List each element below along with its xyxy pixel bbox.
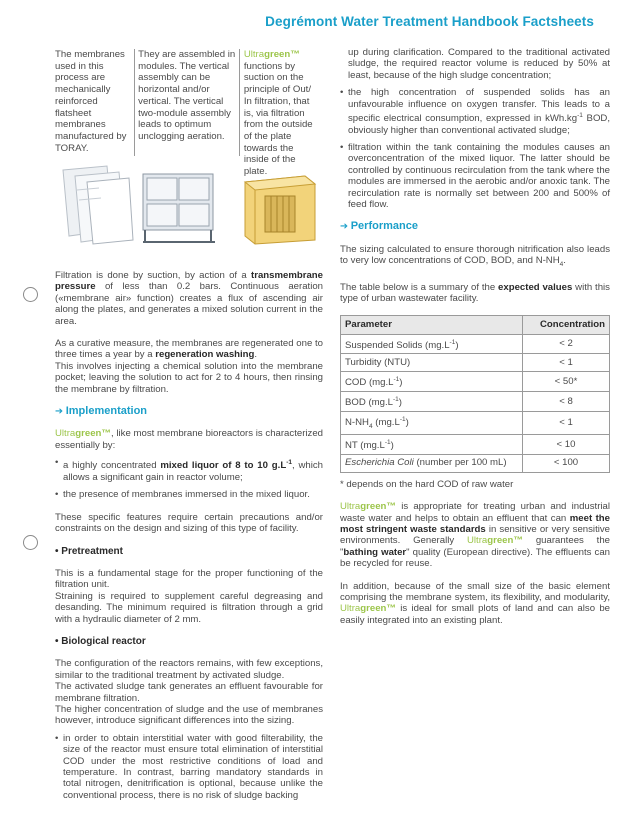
tank-diagram-image xyxy=(245,176,315,244)
list-item-continued: up during clarification. Compared to the traditional activated sludge, the required reactor volume is reduced by 50% at least, because of the high sludge concentration; xyxy=(348,47,610,81)
paragraph: As a curative measure, the membranes are regenerated one to three times a year by a regeneration washing. xyxy=(55,338,323,361)
table-row: Suspended Solids $(mg.L^{-1})$ < 2 xyxy=(341,334,610,354)
binder-hole-icon xyxy=(23,287,38,302)
table-row: Turbidity (NTU) < 1 xyxy=(341,354,610,372)
paragraph: The activated sludge tank generates an effluent favourable for membrane filtration. xyxy=(55,681,323,704)
paragraph: Ultragreen™ is appropriate for treating urban and industrial waste water and helps to obtain an effluent that can meet the most stringent waste standards in sensitive or very sensitive environments. Generally Ultragreen™ guarantees the "bathing water" quality (European directive). The effluents can be recycled for reuse. xyxy=(340,501,611,570)
membrane-illustration-svg xyxy=(55,160,320,245)
arrow-right-icon: ➔ xyxy=(340,221,349,233)
intro-col-2: They are assembled in modules. The vertical assembly can be horizontal and/or vertical. The vertical two-module assembly leads to optimum unclogging aeration. xyxy=(135,49,240,156)
table-header-concentration: Concentration xyxy=(523,316,610,334)
intro-col-3: Ultragreen™ functions by suction on the principle of Out/ In filtration, that is, via filtration from the outside of the plate towards the inside of the plate. xyxy=(243,49,313,178)
flatsheet-membrane-image xyxy=(63,166,133,244)
list-item: • a highly concentrated mixed liquor of 8 to 10 $g.L^{-1}$, which allows a significant gain in reactor volume; xyxy=(55,457,324,483)
section-heading-implementation: ➔ Implementation xyxy=(55,405,148,418)
subheading-biological-reactor: • Biological reactor xyxy=(55,635,146,647)
paragraph: Straining is required to supplement careful degreasing and desanding. The minimum required is filtration through a grid with a hydraulic diameter of 2 mm. xyxy=(55,590,323,625)
arrow-right-icon: ➔ xyxy=(55,406,64,418)
brand-name: Ultragreen™ xyxy=(243,49,300,60)
table-header-parameter: Parameter xyxy=(341,316,523,334)
intro-col-1: The membranes used in this process are mechanically reinforced flatsheet membranes manufactured by TORAY. xyxy=(55,49,135,156)
paragraph: This involves injecting a chemical solution into the membrane pocket; leaving the solution to act for 2 to 4 hours, then rinsing the membrane by filtration. xyxy=(55,360,323,395)
module-assembly-image xyxy=(143,174,215,242)
paragraph: Filtration is done by suction, by action of a transmembrane pressure of less than 0.2 bars. Continuous aeration («membrane air» function) creates a flux of ascending air along the plates, and generates a mixed solution current in the area. xyxy=(55,270,323,327)
table-footnote: * depends on the hard COD of raw water xyxy=(340,478,514,490)
header-title: Degrémont Water Treatment Handbook Factsheets xyxy=(265,14,594,29)
table-row: BOD $(mg.L^{-1})$ < 8 xyxy=(341,392,610,412)
list-item: • the presence of membranes immersed in the mixed liquor. xyxy=(55,489,310,501)
table-row: Escherichia Coli (number per 100 mL) < 100 xyxy=(341,454,610,472)
intro-columns xyxy=(55,49,320,178)
table-row: $N-NH_4$ $(mg.L^{-1})$ < 1 xyxy=(341,411,610,435)
paragraph: The table below is a summary of the expected values with this type of urban wastewater facility. xyxy=(340,281,610,304)
membrane-illustrations xyxy=(55,160,320,245)
paragraph: These specific features require certain precautions and/or constraints on the design and sizing of this type of facility. xyxy=(55,511,323,535)
table-row: NT $(mg.L^{-1})$ < 10 xyxy=(341,435,610,455)
paragraph: Ultragreen™, like most membrane bioreactors is characterized essentially by: xyxy=(55,428,323,451)
paragraph: The higher concentration of sludge and the use of membranes however, introduce significant differences into the sizing. xyxy=(55,703,323,727)
left-column xyxy=(55,270,323,801)
section-heading-performance: ➔ Performance xyxy=(340,220,418,233)
list-item: • the high concentration of suspended solids has an unfavourable influence on oxygen transfer. This leads to a specific electrical consumption, expressed in $kWh.kg^{-1}$ BOD, obviously higher than conventional activated sludge; xyxy=(340,87,611,136)
paragraph: In addition, because of the small size of the basic element comprising the membrane system, its flexibility, and modularity, Ultragreen™ is ideal for small plots of land and can also be easily integrated into an existing plant. xyxy=(340,580,610,626)
expected-values-table xyxy=(340,315,610,472)
table-header-row xyxy=(341,316,610,334)
table-row: COD $(mg.L^{-1})$ < 50* xyxy=(341,372,610,392)
paragraph: The configuration of the reactors remains, with few exceptions, similar to the traditional treatment by activated sludge. xyxy=(55,658,323,681)
paragraph: The sizing calculated to ensure thorough nitrification also leads to very low concentrations of COD, BOD, and $N-NH_4$. xyxy=(340,243,610,269)
list-item: • filtration within the tank containing the modules causes an overconcentration of the mixed liquor. The latter should be controlled by continuous recirculation from the tank where the modules are immersed in the aerobic and/or anoxic tank. The recirculation rate is normally set between 200 and 500% of feed flow. xyxy=(340,142,610,211)
list-item: • in order to obtain interstitial water with good filterability, the size of the reactor must ensure total elimination of interstitial COD under the most restrictive conditions of load and temperature. In contrast, barring mandatory standards in total nitrogen, denitrification is optional, because unlike the conventional process, there is no risk of sludge backing xyxy=(55,732,323,801)
right-column xyxy=(340,47,610,626)
paragraph: This is a fundamental stage for the proper functioning of the filtration unit. xyxy=(55,567,323,591)
binder-hole-icon xyxy=(23,535,38,550)
subheading-pretreatment: • Pretreatment xyxy=(55,545,123,557)
